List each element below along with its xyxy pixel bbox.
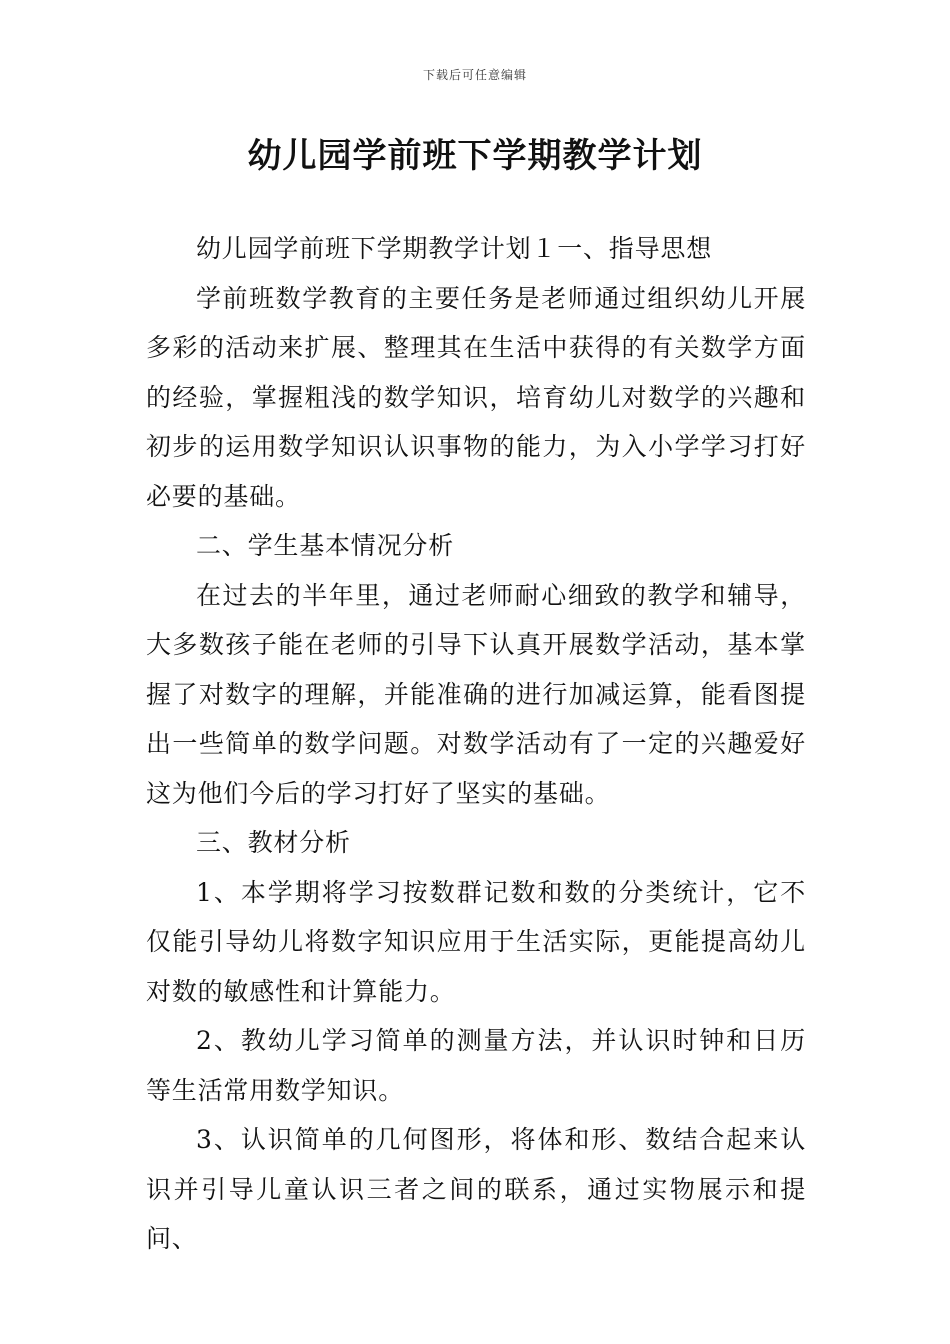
document-title: 幼儿园学前班下学期教学计划	[247, 136, 703, 176]
paragraph-intro: 幼儿园学前班下学期教学计划１一、指导思想	[196, 234, 713, 263]
download-note: 下载后可任意编辑	[422, 68, 527, 82]
section-heading-material-analysis: 三、教材分析	[196, 828, 351, 857]
document-body	[146, 224, 806, 1264]
paragraph-material-1: 1、本学期将学习按数群记数和数的分类统计，它不仅能引导幼儿将数字知识应用于生活实际，更能提高幼儿对数的敏感性和计算能力。	[146, 877, 806, 1006]
paragraph-material-3: 3、认识简单的几何图形，将体和形、数结合起来认识并引导儿童认识三者之间的联系，通过实物展示和提问、	[146, 1125, 806, 1253]
paragraph-student-analysis: 在过去的半年里，通过老师耐心细致的教学和辅导，大多数孩子能在老师的引导下认真开展数学活动，基本掌握了对数字的理解，并能准确的进行加减运算，能看图提出一些简单的数学问题。对数学活动有了一定的兴趣爱好这为他们今后的学习打好了坚实的基础。	[146, 580, 806, 808]
paragraph-material-2: 2、教幼儿学习简单的测量方法，并认识时钟和日历等生活常用数学知识。	[146, 1026, 806, 1105]
section-heading-student-analysis: 二、学生基本情况分析	[196, 531, 455, 560]
paragraph-guiding-idea: 学前班数学教育的主要任务是老师通过组织幼儿开展多彩的活动来扩展、整理其在生活中获得的有关数学方面的经验，掌握粗浅的数学知识，培育幼儿对数学的兴趣和初步的运用数学知识认识事物的能力，为入小学学习打好必要的基础。	[146, 283, 806, 511]
